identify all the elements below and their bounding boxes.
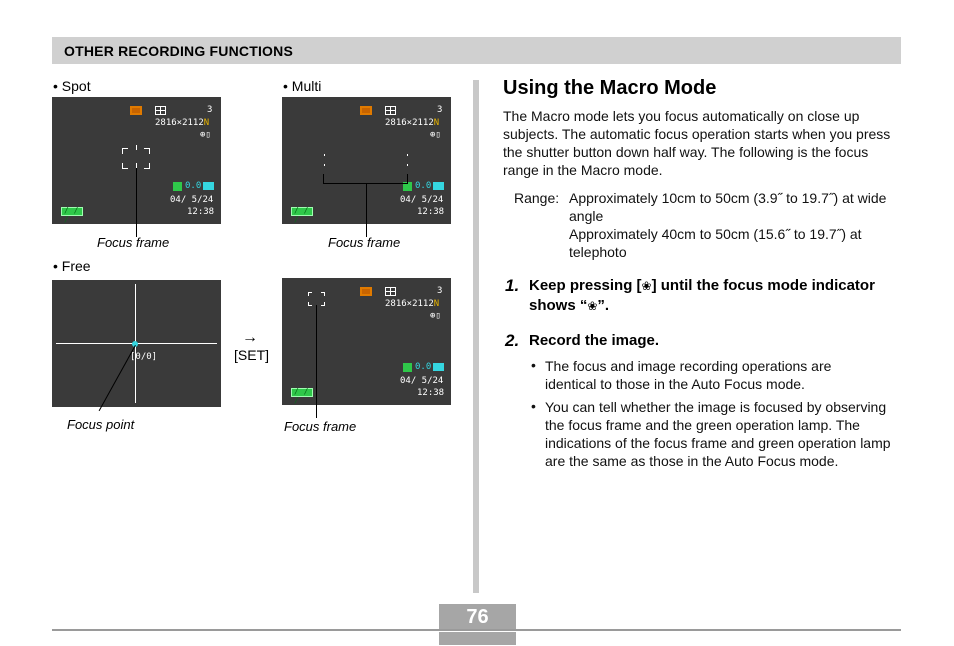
set-button-label: [SET] (234, 347, 270, 363)
ev-arrows-icon (203, 182, 214, 190)
intro-paragraph: The Macro mode lets you focus automatically on close up subjects. The automatic focus operation starts when you press the shutter button down half way. The following is the focus range in the Macro mode. (503, 108, 891, 178)
date-readout: 04/ 5/24 (400, 376, 444, 386)
focus-frame-corner (144, 163, 150, 169)
step-1-text: Keep pressing [❀] until the focus mode indicator shows “❀”. (529, 277, 875, 314)
record-mode-icon (360, 106, 372, 115)
section-title: OTHER RECORDING FUNCTIONS (64, 43, 293, 59)
resolution: 2816×2112N (385, 118, 440, 128)
page-number-tab (439, 604, 516, 629)
free-set-caption: Focus frame (284, 419, 357, 434)
ev-arrows-icon (433, 182, 444, 190)
shots-remaining: 3 (207, 105, 213, 115)
shots-remaining: 3 (437, 105, 443, 115)
spot-label: • Spot (53, 78, 91, 94)
time-readout: 12:38 (187, 207, 215, 217)
bullet-dot: • (531, 398, 536, 414)
ev-shift-icon (173, 182, 182, 191)
spot-caption: Focus frame (97, 235, 170, 250)
focus-frame-corner (122, 148, 128, 154)
page-number-box (439, 604, 516, 645)
spot-callout-line (136, 168, 137, 237)
date-readout: 04/ 5/24 (170, 195, 214, 205)
bullet-dot: • (531, 357, 536, 373)
range-wide: Approximately 10cm to 50cm (3.9˝ to 19.7˝) at wide angle (569, 190, 887, 224)
battery-icon (291, 207, 313, 216)
free-label: • Free (53, 258, 91, 274)
flash-icon: ⊕▯ (430, 311, 441, 321)
focus-frame-corner (122, 163, 128, 169)
battery-icon (291, 388, 313, 397)
section-header-bar (52, 37, 901, 64)
battery-icon (61, 207, 83, 216)
multi-label: • Multi (283, 78, 322, 94)
time-readout: 12:38 (417, 388, 445, 398)
bullet-1: The focus and image recording operations are identical to those in the Auto Focus mode. (545, 358, 832, 392)
focus-point-dot (407, 154, 408, 156)
free-set-callout-line (316, 305, 317, 418)
macro-icon: ❀ (641, 279, 652, 293)
ev-value: 0.0 (415, 181, 432, 191)
range-label: Range: (514, 190, 560, 206)
record-mode-icon (360, 287, 372, 296)
free-screen (52, 280, 221, 407)
image-size-icon (155, 106, 166, 115)
range-tele: Approximately 40cm to 50cm (15.6˝ to 19.7˝) at telephoto (569, 226, 862, 260)
multi-callout-line (366, 183, 367, 237)
record-mode-icon (130, 106, 142, 115)
macro-icon: ❀ (587, 299, 598, 313)
resolution: 2816×2112N (155, 118, 210, 128)
flash-icon: ⊕▯ (430, 130, 441, 140)
ev-arrows-icon (433, 363, 444, 371)
multi-caption: Focus frame (328, 235, 401, 250)
image-size-icon (385, 287, 396, 296)
bullet-2: You can tell whether the image is focused by observing the focus frame and the green operation lamp. The indications of the focus frame and green operation lamp are the same as those in the Auto Focus mode. (545, 399, 891, 469)
free-caption: Focus point (67, 417, 135, 432)
flash-icon: ⊕▯ (200, 130, 211, 140)
focus-frame-corner (321, 292, 325, 296)
arrow-right-icon: → (242, 329, 258, 346)
coord-readout: [0/0] (130, 352, 158, 362)
article-title: Using the Macro Mode (503, 77, 717, 99)
ev-value: 0.0 (185, 181, 202, 191)
time-readout: 12:38 (417, 207, 445, 217)
resolution: 2816×2112N (385, 299, 440, 309)
step-1-number: 1. (505, 276, 520, 295)
date-readout: 04/ 5/24 (400, 195, 444, 205)
free-set-screen (282, 278, 451, 405)
focus-frame-corner (144, 148, 150, 154)
ev-shift-icon (403, 363, 412, 372)
focus-frame-tick (136, 145, 137, 150)
page-number-tab-bottom (439, 632, 516, 645)
focus-point-dot (324, 154, 325, 156)
shots-remaining: 3 (437, 286, 443, 296)
column-divider (473, 80, 479, 593)
page-number: 76 (466, 606, 489, 628)
focus-frame-corner (308, 292, 312, 296)
focus-frame-corner (308, 302, 312, 306)
focus-point-dot (407, 164, 408, 166)
ev-value: 0.0 (415, 362, 432, 372)
step-2-number: 2. (505, 331, 520, 350)
focus-point-dot (324, 164, 325, 166)
step-2-text: Record the image. (529, 332, 660, 349)
image-size-icon (385, 106, 396, 115)
focus-frame-corner (321, 302, 325, 306)
